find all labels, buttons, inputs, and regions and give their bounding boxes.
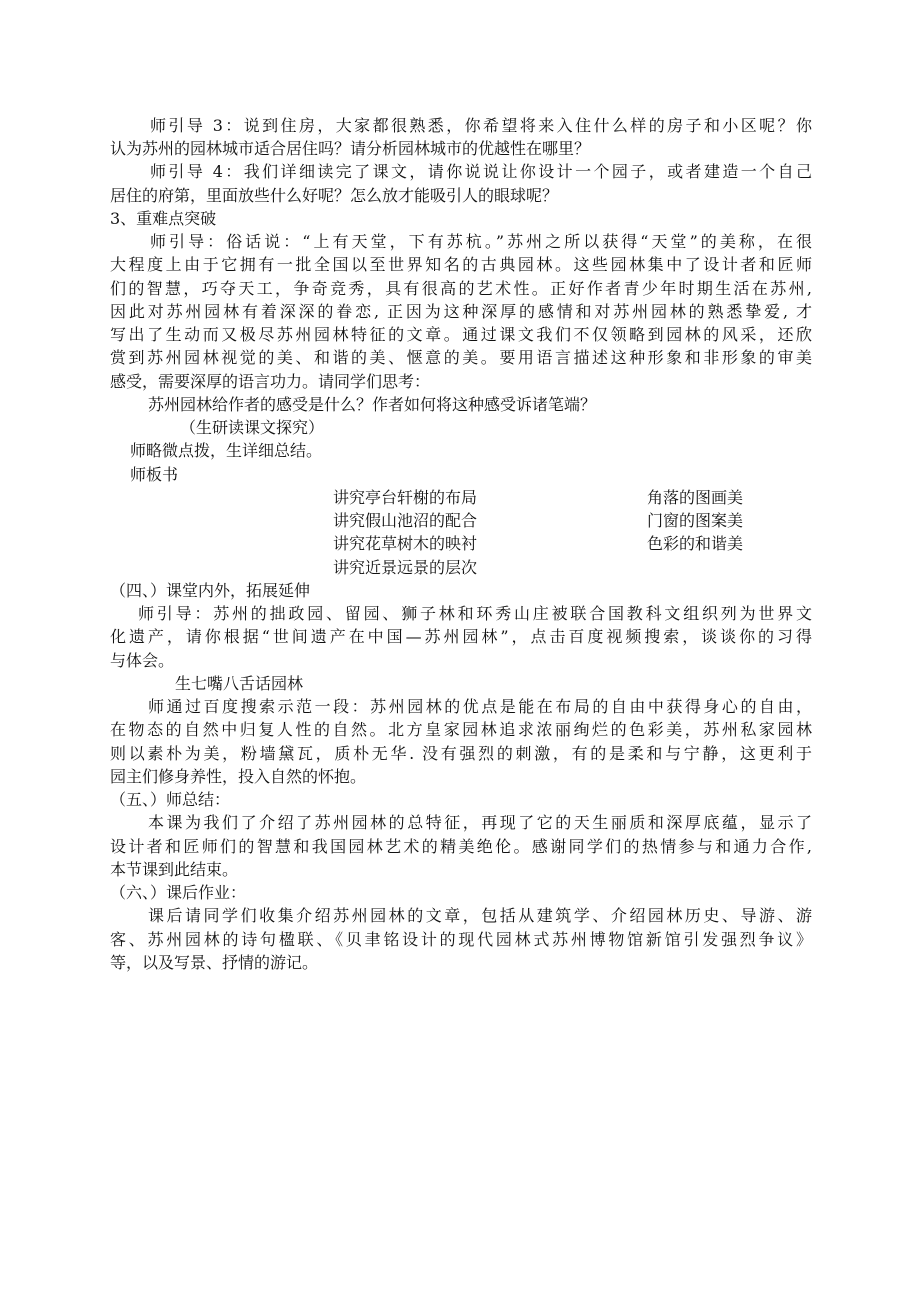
paragraph-line: 师引导 4：我们详细读完了课文，请你说说让你设计一个园子，或者建造一个自己 <box>150 162 812 181</box>
paragraph-line: 认为苏州的园林城市适合居住吗？请分析园林城市的优越性在哪里？ <box>110 139 591 158</box>
board-item: 讲究假山池沼的配合 <box>333 511 478 530</box>
paragraph-line: 师引导：苏州的拙政园、留园、狮子林和环秀山庄被联合国教科文组织列为世界文 <box>138 604 812 623</box>
paragraph-line: 写出了生动而又极尽苏州园林特征的文章。通过课文我们不仅领略到园林的风采，还欣 <box>110 325 812 344</box>
paragraph-line: 本节课到此结束。 <box>110 860 239 879</box>
activity-note: （生研读课文探究） <box>180 418 325 437</box>
board-item: 讲究亭台轩榭的布局 <box>333 488 478 507</box>
section-heading: （四、）课堂内外，拓展延伸 <box>110 581 311 600</box>
paragraph-line: 客、苏州园林的诗句楹联、《贝聿铭设计的现代园林式苏州博物馆新馆引发强烈争议》 <box>110 930 812 949</box>
paragraph-line: 课后请同学们收集介绍苏州园林的文章，包括从建筑学、介绍园林历史、导游、游 <box>148 906 812 925</box>
question-line: 苏州园林给作者的感受是什么？作者如何将这种感受诉诸笔端？ <box>148 395 597 414</box>
section-heading: （六、）课后作业： <box>110 883 247 902</box>
board-item: 角落的图画美 <box>647 488 744 507</box>
paragraph-line: 园主们修身养性，投入自然的怀抱。 <box>110 767 367 786</box>
board-item: 色彩的和谐美 <box>647 534 744 553</box>
section-heading: 3、重难点突破 <box>110 209 217 228</box>
paragraph-line: 大程度上由于它拥有一批全国以至世界知名的古典园林。这些园林集中了设计者和匠师 <box>110 255 812 274</box>
activity-note: 生七嘴八舌话园林 <box>175 674 304 693</box>
paragraph-line: 本课为我们了介绍了苏州园林的总特征，再现了它的天生丽质和深厚底蕴，显示了 <box>148 813 812 832</box>
paragraph-line: 设计者和匠师们的智慧和我国园林艺术的精美绝伦。感谢同学们的热情参与和通力合作, <box>110 837 812 856</box>
paragraph-line: 则以素朴为美，粉墙黛瓦，质朴无华. 没有强烈的刺激，有的是柔和与宁静，这更利于 <box>110 744 812 763</box>
board-item: 门窗的图案美 <box>647 511 744 530</box>
paragraph-line: 因此对苏州园林有着深深的眷恋, 正因为这种深厚的感情和对苏州园林的熟悉挚爱, 才 <box>110 302 812 321</box>
paragraph-line: 与体会。 <box>110 651 175 670</box>
section-heading: （五、）师总结： <box>110 790 231 809</box>
paragraph-line: 在物态的自然中归复人性的自然。北方皇家园林追求浓丽绚烂的色彩美，苏州私家园林 <box>110 720 812 739</box>
paragraph-line: 化遗产，请你根据“世间遗产在中国—苏州园林”，点击百度视频搜索，谈谈你的习得 <box>110 627 812 646</box>
paragraph-line: 赏到苏州园林视觉的美、和谐的美、惬意的美。要用语言描述这种形象和非形象的审美 <box>110 348 812 367</box>
paragraph-line: 感受，需要深厚的语言功力。请同学们思考： <box>110 372 431 391</box>
paragraph-line: 师略微点拨，生详细总结。 <box>130 441 323 460</box>
paragraph-line: 等，以及写景、抒情的游记。 <box>110 953 319 972</box>
paragraph-line: 居住的府第，里面放些什么好呢？怎么放才能吸引人的眼球呢？ <box>110 186 559 205</box>
paragraph-line: 们的智慧，巧夺天工，争奇竞秀，具有很高的艺术性。正好作者青少年时期生活在苏州, <box>110 279 812 298</box>
paragraph-line: 师引导 3：说到住房，大家都很熟悉，你希望将来入住什么样的房子和小区呢？你 <box>150 116 812 135</box>
board-item: 讲究近景远景的层次 <box>333 558 478 577</box>
board-heading: 师板书 <box>130 465 179 484</box>
paragraph-line: 师通过百度搜索示范一段：苏州园林的优点是能在布局的自由中获得身心的自由， <box>148 697 812 716</box>
paragraph-line: 师引导：俗话说：“上有天堂，下有苏杭。”苏州之所以获得“天堂”的美称，在很 <box>150 232 812 251</box>
board-item: 讲究花草树木的映衬 <box>333 534 478 553</box>
